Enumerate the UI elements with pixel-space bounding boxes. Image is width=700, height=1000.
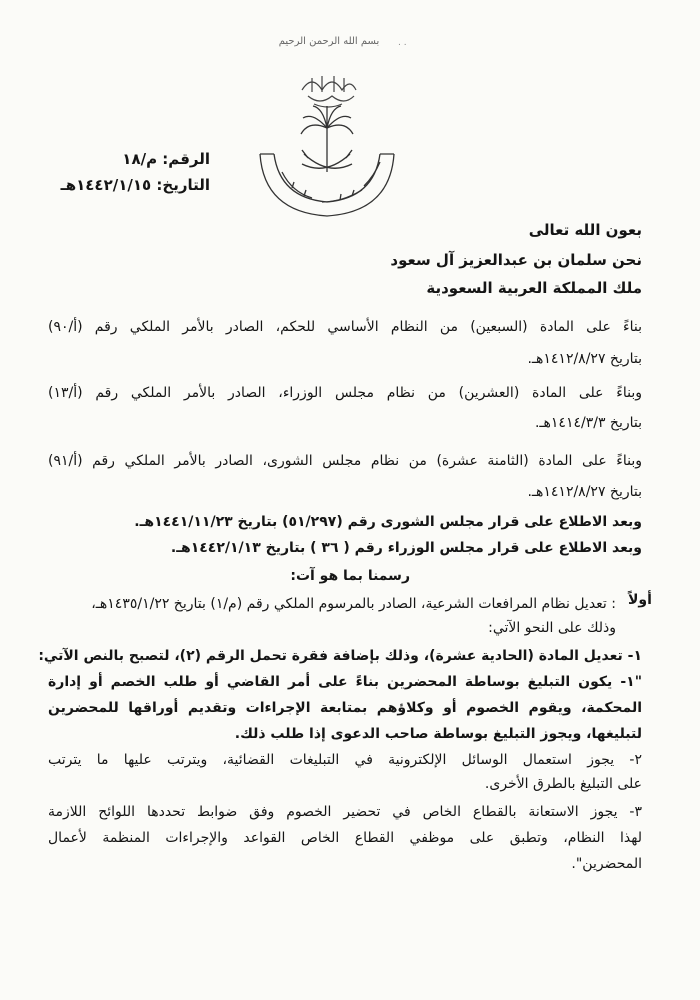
paragraph-3-line-3: المحضرين". — [571, 856, 642, 872]
first-line-2: وذلك على النحو الآتي: — [488, 620, 616, 636]
reference-number: الرقم: م/١٨ — [122, 150, 210, 168]
paragraph-3-line-1: ٣- يجوز الاستعانة بالقطاع الخاص في تحضير الخصوم وفق ضوابط تحددها اللوائح اللازمة — [48, 804, 642, 820]
decree-phrase: رسمنا بما هو آت: — [290, 568, 410, 584]
reference-block — [40, 146, 210, 198]
amendment-heading: ١- تعديل المادة (الحادية عشرة)، وذلك بإضافة فقرة تحمل الرقم (٢)، لتصبح بالنص الآتي: — [38, 648, 642, 664]
paragraph-2-line-1: ٢- يجوز استعمال الوسائل الإلكترونية في التبليغات القضائية، ويترتب عليها ما يترتب — [48, 752, 642, 768]
recital-1-line-2: بتاريخ ١٤١٢/٨/٢٧هـ. — [527, 351, 642, 367]
header-dots: . . — [398, 38, 407, 48]
first-line-1: : تعديل نظام المرافعات الشرعية، الصادر بالمرسوم الملكي رقم (م/١) بتاريخ ١٤٣٥/١/٢٢هـ، — [91, 596, 616, 612]
recital-2-line-1: وبناءً على المادة (العشرين) من نظام مجلس الوزراء، الصادر بالأمر الملكي رقم (أ/١٣) — [48, 385, 642, 401]
paragraph-3-line-2: لهذا النظام، وتطبق على موظفي القطاع الخاص القواعد والإجراءات المنظمة لأعمال — [48, 830, 642, 846]
paragraph-1-line-3: لتبليغها، ويجوز التبليغ بوساطة صاحب الدعوى إذا طلب ذلك. — [234, 726, 642, 742]
paragraph-2-line-2: على التبليغ بالطرق الأخرى. — [484, 776, 642, 792]
recital-2-line-2: بتاريخ ١٤١٤/٣/٣هـ. — [534, 415, 642, 431]
saudi-emblem-icon — [252, 22, 402, 222]
paragraph-1-line-2: المحكمة، ويقوم الخصوم أو وكلاؤهم بمتابعة الإجراءات وتقديم أوراقها للمحضرين — [48, 700, 642, 716]
king-title: ملك المملكة العربية السعودية — [426, 279, 642, 297]
shura-review: وبعد الاطلاع على قرار مجلس الشورى رقم (٥١/٢٩٧) بتاريخ ١٤٤١/١١/٢٣هـ. — [134, 514, 642, 530]
first-label: أولاً — [628, 592, 652, 608]
recital-3-line-1: وبناءً على المادة (الثامنة عشرة) من نظام مجلس الشورى، الصادر بالأمر الملكي رقم (أ/٩١) — [48, 453, 642, 469]
king-name: نحن سلمان بن عبدالعزيز آل سعود — [390, 251, 642, 269]
header-calligraphy: بسم الله الرحمن الرحيم — [278, 36, 380, 47]
recital-3-line-2: بتاريخ ١٤١٢/٨/٢٧هـ. — [527, 484, 642, 500]
reference-date: التاريخ: ١٤٤٢/١/١٥هـ — [60, 176, 210, 194]
invocation: بعون الله تعالى — [528, 221, 642, 239]
recital-1-line-1: بناءً على المادة (السبعين) من النظام الأساسي للحكم، الصادر بالأمر الملكي رقم (أ/٩٠) — [48, 319, 642, 335]
cabinet-review: وبعد الاطلاع على قرار مجلس الوزراء رقم ( ٣٦ ) بتاريخ ١٤٤٢/١/١٣هـ. — [170, 540, 642, 556]
paragraph-1-line-1: "١- يكون التبليغ بوساطة المحضرين بناءً على أمر القاضي أو طلب الخصم أو إدارة — [48, 674, 642, 690]
